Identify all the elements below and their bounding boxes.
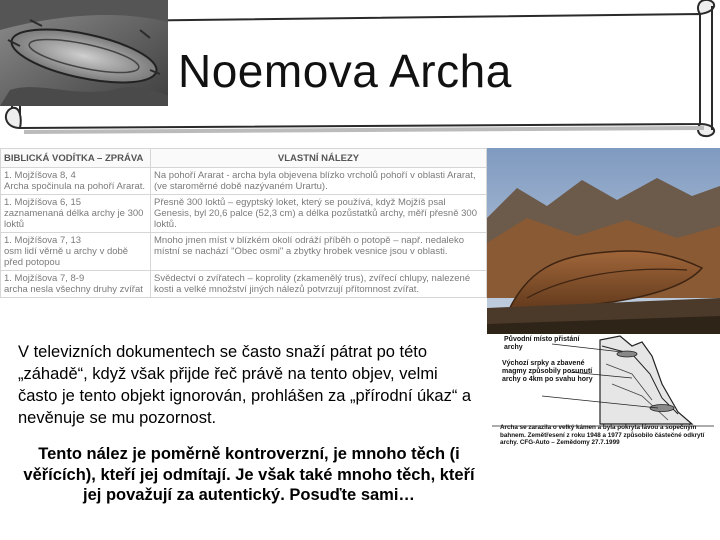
table-cell-finding: Svědectví o zvířatech – koprolity (zkamenělý trus), zvířecí chlupy, nalezené kosti a velké množství jiných nálezů potvrzují přítomnost zvířat.	[151, 271, 487, 298]
ref-verse: 1. Mojžíšova 7, 13	[4, 235, 82, 246]
ref-text: archa nesla všechny druhy zvířat	[4, 284, 143, 295]
comparison-table-grid	[0, 148, 487, 298]
table-cell-ref	[1, 168, 151, 195]
ref-verse: 1. Mojžíšova 7, 8-9	[4, 273, 85, 284]
table-row	[1, 168, 487, 195]
diagram-caption: Archa se zarazila o velký kámen a byla pokryta lávou a sopečným bahnem. Zemětřesení z roku 1948 a 1977 způsobilo částečné odkrytí archy. CFG-Auto – Zemědomy 27.7.1999	[500, 424, 705, 446]
title-scroll-banner	[0, 0, 720, 135]
ref-text: Archa spočinula na pohoří Ararat.	[4, 181, 146, 192]
table-row	[1, 195, 487, 233]
slide-title: Noemova Archa	[178, 45, 512, 97]
header-findings: VLASTNÍ NÁLEZY	[151, 149, 487, 168]
table-cell-finding: Mnoho jmen míst v blízkém okolí odráží příběh o potopě – např. nedaleko místní se nachází "Obec osmi" a zbytky hrobek vesnice jsou v oblasti.	[151, 233, 487, 271]
ararat-site-photo	[487, 148, 720, 334]
ref-text: zaznamenaná délka archy je 300 loktů	[4, 208, 144, 230]
ref-text: osm lidí věrně u archy v době před potopou	[4, 246, 129, 268]
table-cell-ref	[1, 271, 151, 298]
ref-verse: 1. Mojžíšova 8, 4	[4, 170, 76, 181]
header-biblical: BIBLICKÁ VODÍTKA – ZPRÁVA	[1, 149, 151, 168]
table-header-row	[1, 149, 487, 168]
ref-verse: 1. Mojžíšova 6, 15	[4, 197, 82, 208]
table-cell-finding: Přesně 300 loktů – egyptský loket, který se používá, když Mojžíš psal Genesis, byl 20,6 palce (52,3 cm) a délka pozůstatků archy, měří přesně 300 loktů.	[151, 195, 487, 233]
paragraph-documentaries: V televizních dokumentech se často snaží pátrat po této „záhadě“, když však přijde řeč právě na tento objev, velmi často je tento objekt ignorován, prohlášen za „přírodní úkaz“ a nevěnuje se mu pozornost.	[18, 343, 472, 427]
paragraph-controversy: Tento nález je poměrně kontroverzní, je mnoho těch (i věřících), kteří jej odmítají. Je však také mnoho těch, kteří jej považují za autentický. Posuďte sami…	[23, 445, 475, 504]
diagram-label-slide: Výchozí srpky a zbavené magmy způsobily posunutí archy o 4km po svahu hory	[502, 360, 593, 383]
table-row	[1, 233, 487, 271]
comparison-table	[0, 148, 487, 334]
ark-fossil-photo	[0, 0, 168, 106]
table-row	[1, 271, 487, 298]
table-cell-ref	[1, 233, 151, 271]
diagram-label-landing: Původní místo přistání archy	[504, 336, 580, 351]
table-cell-ref	[1, 195, 151, 233]
table-cell-finding: Na pohoří Ararat - archa byla objevena blízko vrcholů pohoří v oblasti Ararat, (ve staroměrné době nazývaném Urartu).	[151, 168, 487, 195]
ark-landslide-diagram	[482, 334, 720, 460]
